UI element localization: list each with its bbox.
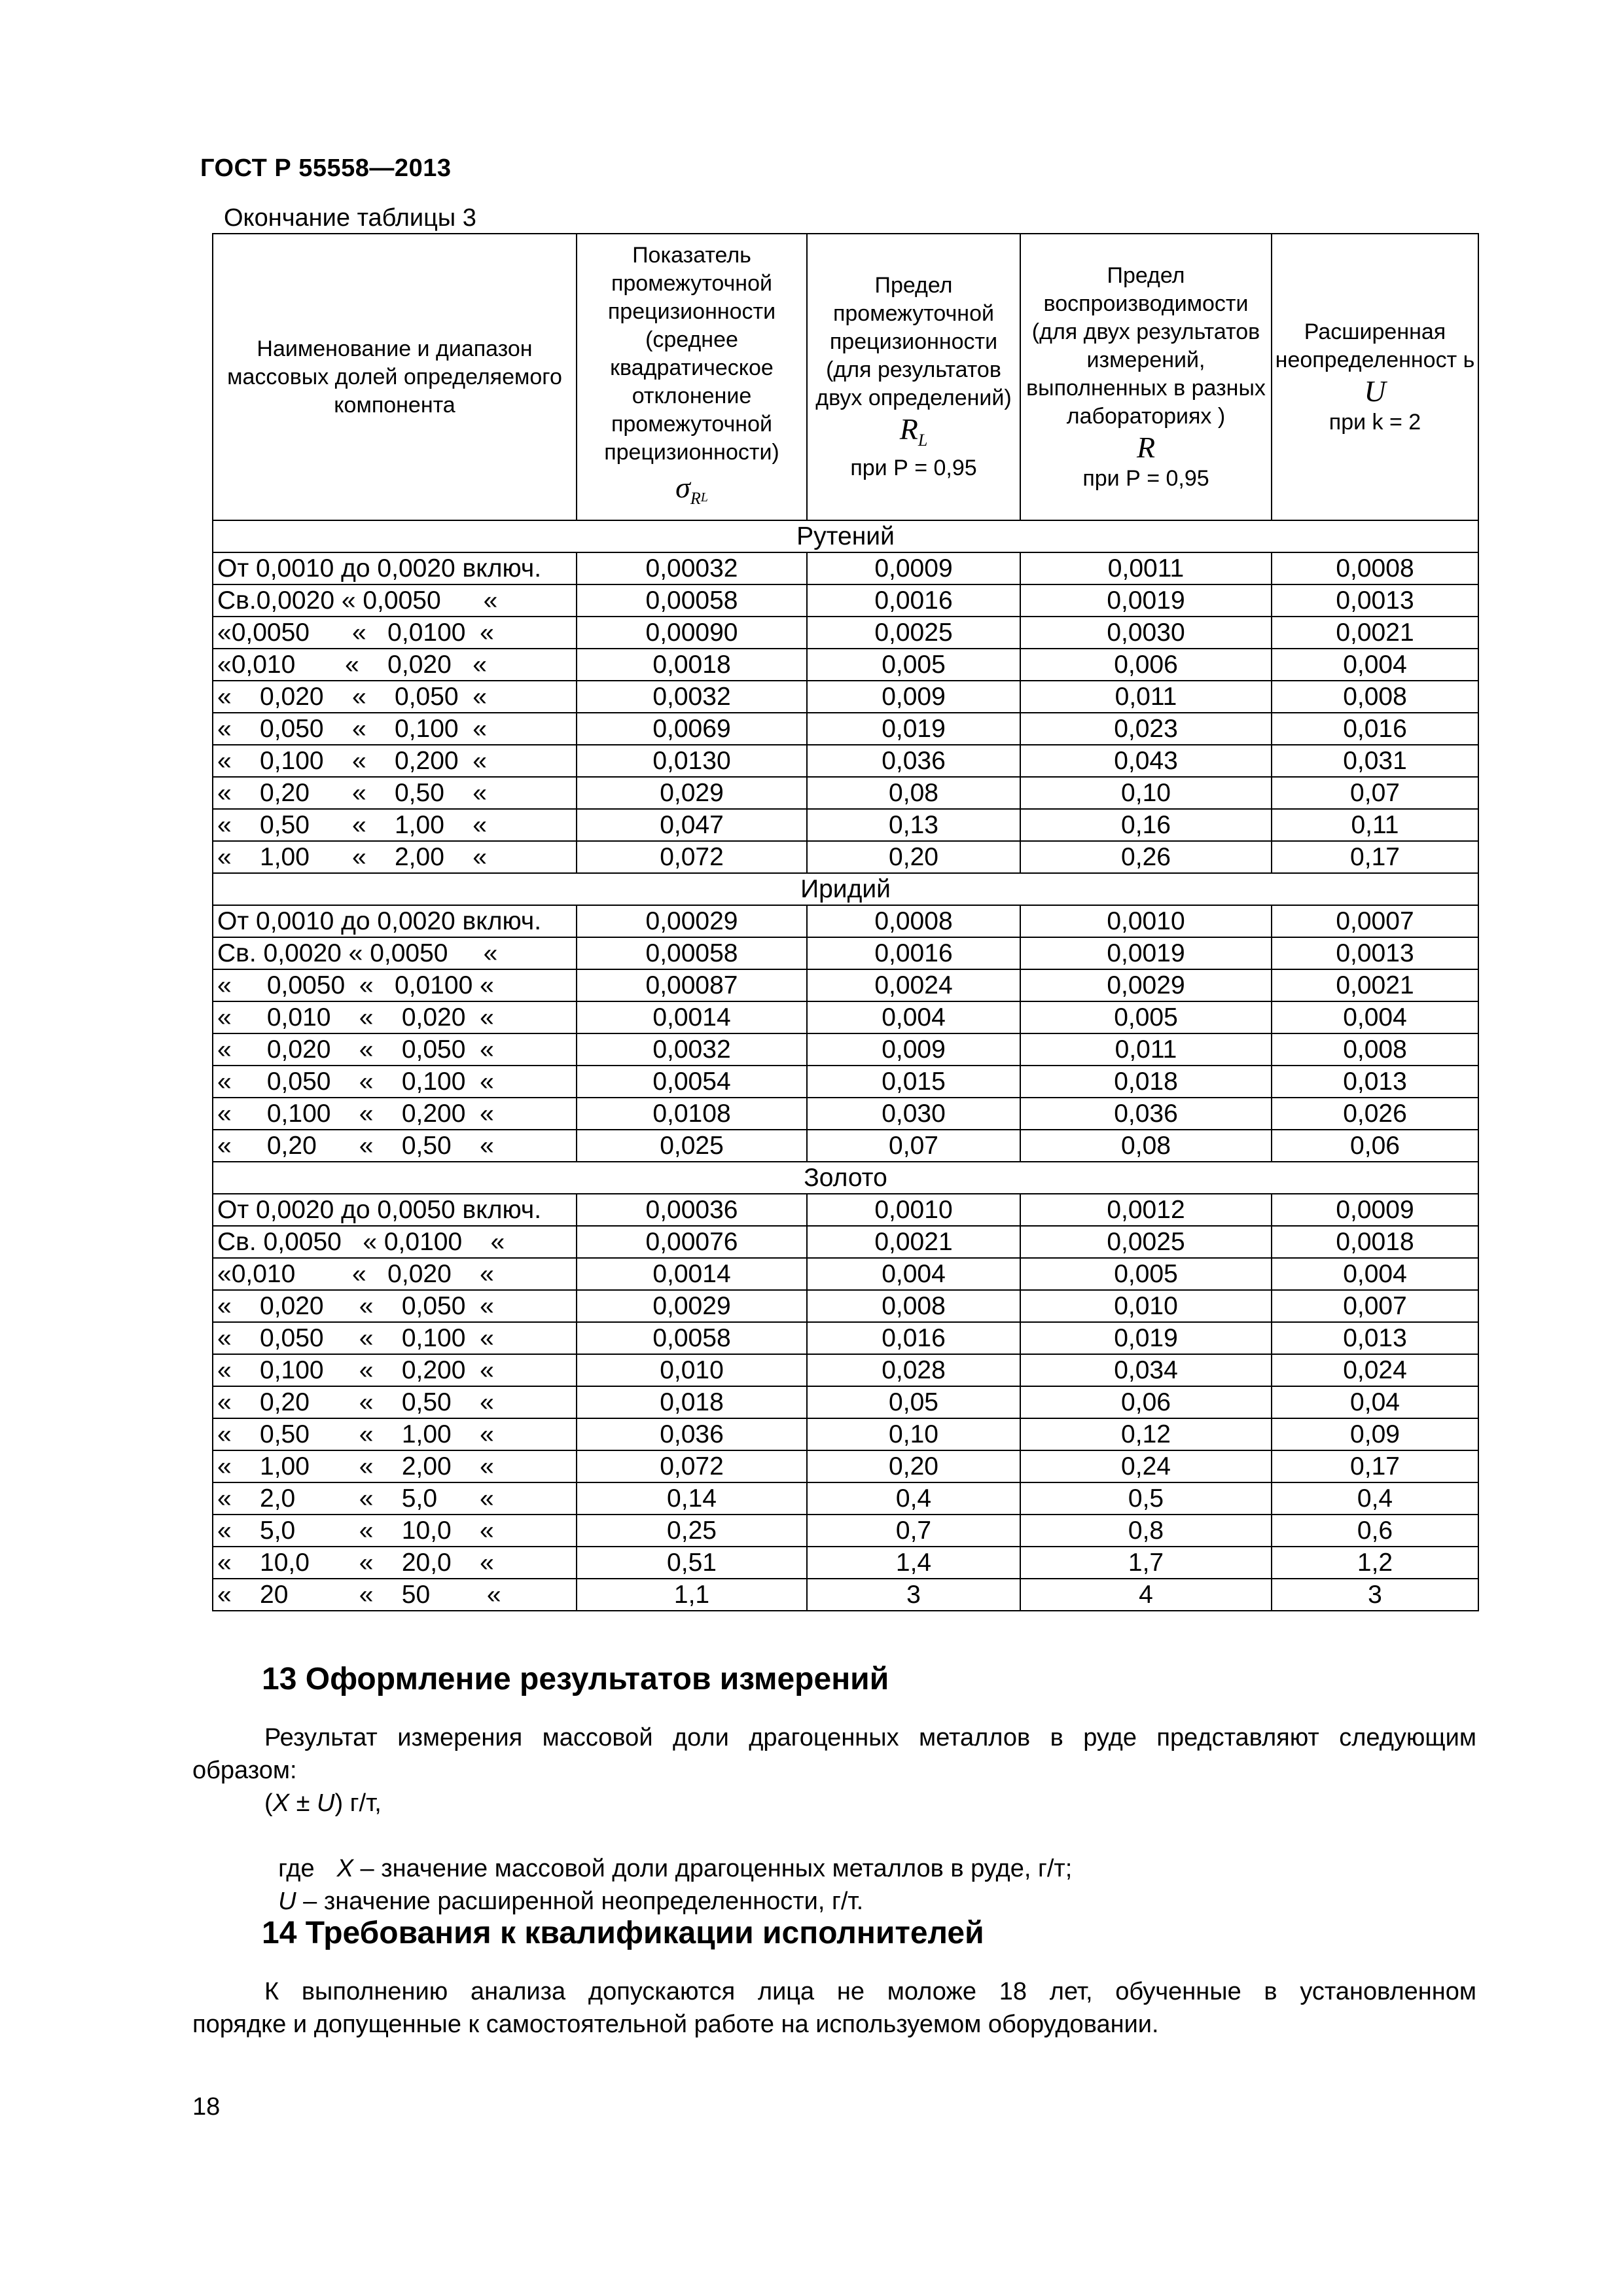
cell-reproducibility-limit: 0,005 bbox=[1020, 1001, 1272, 1033]
formula-plus-minus: ± bbox=[289, 1789, 317, 1817]
section-row bbox=[213, 1162, 1478, 1194]
cell-reproducibility-limit: 0,10 bbox=[1020, 777, 1272, 809]
header-intermediate-precision-limit bbox=[807, 234, 1020, 520]
cell-intermediate-limit: 0,08 bbox=[807, 777, 1020, 809]
cell-sd: 0,0069 bbox=[577, 713, 807, 745]
cell-sd: 0,010 bbox=[577, 1354, 807, 1386]
table-row bbox=[213, 777, 1478, 809]
cell-sd: 0,029 bbox=[577, 777, 807, 809]
u-symbol: U bbox=[1364, 374, 1386, 408]
cell-intermediate-limit: 0,0016 bbox=[807, 584, 1020, 617]
formula-unit: ) г/т, bbox=[334, 1789, 382, 1817]
table-row bbox=[213, 1033, 1478, 1066]
cell-intermediate-limit: 0,019 bbox=[807, 713, 1020, 745]
cell-range: « 1,00 « 2,00 « bbox=[213, 1450, 577, 1482]
table-row bbox=[213, 1354, 1478, 1386]
cell-reproducibility-limit: 0,12 bbox=[1020, 1418, 1272, 1450]
cell-reproducibility-limit: 0,0019 bbox=[1020, 937, 1272, 969]
cell-uncertainty: 0,013 bbox=[1272, 1066, 1478, 1098]
result-formula bbox=[264, 1787, 382, 1820]
cell-sd: 0,00090 bbox=[577, 617, 807, 649]
table-row bbox=[213, 1547, 1478, 1579]
table-row bbox=[213, 1515, 1478, 1547]
cell-intermediate-limit: 0,016 bbox=[807, 1322, 1020, 1354]
cell-sd: 0,00087 bbox=[577, 969, 807, 1001]
cell-uncertainty: 0,004 bbox=[1272, 1258, 1478, 1290]
cell-sd: 0,0018 bbox=[577, 649, 807, 681]
section-14-paragraph-line1: К выполнению анализа допускаются лица не моложе 18 лет, обученные в установленном bbox=[264, 1978, 1476, 2005]
cell-intermediate-limit: 0,0016 bbox=[807, 937, 1020, 969]
cell-sd: 0,0032 bbox=[577, 1033, 807, 1066]
cell-uncertainty: 0,026 bbox=[1272, 1098, 1478, 1130]
cell-uncertainty: 0,17 bbox=[1272, 1450, 1478, 1482]
cell-range: « 0,020 « 0,050 « bbox=[213, 1290, 577, 1322]
table-row bbox=[213, 1579, 1478, 1611]
cell-reproducibility-limit: 0,0012 bbox=[1020, 1194, 1272, 1226]
cell-uncertainty: 0,008 bbox=[1272, 681, 1478, 713]
sigma-symbol: σ bbox=[675, 471, 690, 504]
formula-u: U bbox=[317, 1789, 335, 1817]
cell-reproducibility-limit: 0,16 bbox=[1020, 809, 1272, 841]
header-expanded-uncertainty bbox=[1272, 234, 1478, 520]
table-row bbox=[213, 905, 1478, 937]
section-13-paragraph-line2: образом: bbox=[192, 1757, 297, 1784]
cell-reproducibility-limit: 0,0019 bbox=[1020, 584, 1272, 617]
cell-intermediate-limit: 0,015 bbox=[807, 1066, 1020, 1098]
cell-uncertainty: 0,0021 bbox=[1272, 969, 1478, 1001]
where-u: U bbox=[278, 1888, 296, 1915]
header-intermediate-precision-sd bbox=[577, 234, 807, 520]
section-title: Рутений bbox=[213, 520, 1478, 552]
header-reproducibility-limit bbox=[1020, 234, 1272, 520]
cell-reproducibility-limit: 0,8 bbox=[1020, 1515, 1272, 1547]
cell-sd: 0,025 bbox=[577, 1130, 807, 1162]
cell-reproducibility-limit: 0,0011 bbox=[1020, 552, 1272, 584]
cell-intermediate-limit: 0,07 bbox=[807, 1130, 1020, 1162]
cell-range: «0,0050 « 0,0100 « bbox=[213, 617, 577, 649]
cell-uncertainty: 0,0009 bbox=[1272, 1194, 1478, 1226]
cell-sd: 0,018 bbox=[577, 1386, 807, 1418]
cell-sd: 0,00032 bbox=[577, 552, 807, 584]
precision-table bbox=[212, 233, 1479, 1611]
where-x-text: – значение массовой доли драгоценных металлов в руде, г/т; bbox=[353, 1855, 1073, 1882]
cell-sd: 0,0130 bbox=[577, 745, 807, 777]
where-word: где bbox=[278, 1855, 315, 1882]
cell-reproducibility-limit: 0,011 bbox=[1020, 681, 1272, 713]
sigma-subscript: R bbox=[690, 489, 701, 508]
table-row bbox=[213, 1322, 1478, 1354]
cell-intermediate-limit: 0,009 bbox=[807, 681, 1020, 713]
cell-range: « 0,010 « 0,020 « bbox=[213, 1001, 577, 1033]
cell-intermediate-limit: 1,4 bbox=[807, 1547, 1020, 1579]
where-u-line bbox=[264, 1852, 863, 1918]
header-component-range bbox=[213, 234, 577, 520]
table-row bbox=[213, 969, 1478, 1001]
table-header-row bbox=[213, 234, 1478, 520]
cell-range: «0,010 « 0,020 « bbox=[213, 1258, 577, 1290]
cell-sd: 0,072 bbox=[577, 1450, 807, 1482]
cell-uncertainty: 1,2 bbox=[1272, 1547, 1478, 1579]
rl-subscript: L bbox=[918, 431, 928, 450]
table-row bbox=[213, 1098, 1478, 1130]
cell-range: « 10,0 « 20,0 « bbox=[213, 1547, 577, 1579]
cell-reproducibility-limit: 0,005 bbox=[1020, 1258, 1272, 1290]
header-uncertainty-condition: при k = 2 bbox=[1329, 409, 1421, 435]
cell-sd: 1,1 bbox=[577, 1579, 807, 1611]
header-limit-text: Предел промежуточной прецизионности (для результатов двух определений) bbox=[815, 273, 1012, 410]
cell-reproducibility-limit: 0,023 bbox=[1020, 713, 1272, 745]
cell-range: « 5,0 « 10,0 « bbox=[213, 1515, 577, 1547]
cell-sd: 0,00036 bbox=[577, 1194, 807, 1226]
cell-uncertainty: 0,0013 bbox=[1272, 937, 1478, 969]
cell-sd: 0,0032 bbox=[577, 681, 807, 713]
section-title: Золото bbox=[213, 1162, 1478, 1194]
cell-sd: 0,14 bbox=[577, 1482, 807, 1515]
header-reproducibility-condition: при Р = 0,95 bbox=[1082, 465, 1209, 491]
table-row bbox=[213, 841, 1478, 873]
cell-reproducibility-limit: 0,011 bbox=[1020, 1033, 1272, 1066]
cell-reproducibility-limit: 0,0029 bbox=[1020, 969, 1272, 1001]
cell-range: Св. 0,0020 « 0,0050 « bbox=[213, 937, 577, 969]
formula-x: X bbox=[272, 1789, 290, 1817]
table-row bbox=[213, 1258, 1478, 1290]
table-row bbox=[213, 1194, 1478, 1226]
cell-sd: 0,0054 bbox=[577, 1066, 807, 1098]
cell-intermediate-limit: 0,004 bbox=[807, 1001, 1020, 1033]
table-row bbox=[213, 1450, 1478, 1482]
cell-intermediate-limit: 0,0025 bbox=[807, 617, 1020, 649]
cell-uncertainty: 0,4 bbox=[1272, 1482, 1478, 1515]
cell-reproducibility-limit: 0,019 bbox=[1020, 1322, 1272, 1354]
cell-range: « 0,100 « 0,200 « bbox=[213, 1098, 577, 1130]
cell-reproducibility-limit: 4 bbox=[1020, 1579, 1272, 1611]
table-row bbox=[213, 1226, 1478, 1258]
cell-reproducibility-limit: 0,010 bbox=[1020, 1290, 1272, 1322]
table-row bbox=[213, 1418, 1478, 1450]
cell-range: « 0,050 « 0,100 « bbox=[213, 713, 577, 745]
cell-sd: 0,00029 bbox=[577, 905, 807, 937]
cell-sd: 0,00076 bbox=[577, 1226, 807, 1258]
cell-range: « 0,0050 « 0,0100 « bbox=[213, 969, 577, 1001]
section-14-paragraph-line2: порядке и допущенные к самостоятельной работе на используемом оборудовании. bbox=[192, 2011, 1159, 2038]
cell-range: « 0,050 « 0,100 « bbox=[213, 1322, 577, 1354]
cell-reproducibility-limit: 0,0010 bbox=[1020, 905, 1272, 937]
cell-reproducibility-limit: 0,08 bbox=[1020, 1130, 1272, 1162]
cell-uncertainty: 0,0008 bbox=[1272, 552, 1478, 584]
rl-symbol: R bbox=[899, 412, 918, 446]
cell-intermediate-limit: 0,7 bbox=[807, 1515, 1020, 1547]
cell-range: « 1,00 « 2,00 « bbox=[213, 841, 577, 873]
cell-range: Св.0,0020 « 0,0050 « bbox=[213, 584, 577, 617]
table-row bbox=[213, 1482, 1478, 1515]
cell-uncertainty: 0,06 bbox=[1272, 1130, 1478, 1162]
table-row bbox=[213, 1001, 1478, 1033]
cell-reproducibility-limit: 0,06 bbox=[1020, 1386, 1272, 1418]
cell-sd: 0,00058 bbox=[577, 937, 807, 969]
cell-range: « 0,050 « 0,100 « bbox=[213, 1066, 577, 1098]
cell-sd: 0,0058 bbox=[577, 1322, 807, 1354]
cell-reproducibility-limit: 0,043 bbox=[1020, 745, 1272, 777]
cell-sd: 0,0014 bbox=[577, 1001, 807, 1033]
cell-range: « 2,0 « 5,0 « bbox=[213, 1482, 577, 1515]
cell-uncertainty: 0,09 bbox=[1272, 1418, 1478, 1450]
cell-uncertainty: 0,04 bbox=[1272, 1386, 1478, 1418]
where-x: X bbox=[336, 1855, 353, 1882]
header-sd-text: Показатель промежуточной прецизионности (среднее квадратическое отклонение промежуточной прецизионности) bbox=[604, 243, 779, 465]
cell-intermediate-limit: 0,0009 bbox=[807, 552, 1020, 584]
cell-range: « 0,100 « 0,200 « bbox=[213, 745, 577, 777]
cell-intermediate-limit: 3 bbox=[807, 1579, 1020, 1611]
cell-range: «0,010 « 0,020 « bbox=[213, 649, 577, 681]
cell-uncertainty: 0,031 bbox=[1272, 745, 1478, 777]
cell-intermediate-limit: 0,005 bbox=[807, 649, 1020, 681]
cell-uncertainty: 0,013 bbox=[1272, 1322, 1478, 1354]
cell-range: « 0,20 « 0,50 « bbox=[213, 1130, 577, 1162]
table-row bbox=[213, 649, 1478, 681]
cell-reproducibility-limit: 0,0025 bbox=[1020, 1226, 1272, 1258]
cell-uncertainty: 0,07 bbox=[1272, 777, 1478, 809]
cell-range: « 0,100 « 0,200 « bbox=[213, 1354, 577, 1386]
cell-sd: 0,0014 bbox=[577, 1258, 807, 1290]
cell-range: « 20 « 50 « bbox=[213, 1579, 577, 1611]
cell-uncertainty: 0,0007 bbox=[1272, 905, 1478, 937]
table-row bbox=[213, 584, 1478, 617]
table-row bbox=[213, 617, 1478, 649]
cell-range: Св. 0,0050 « 0,0100 « bbox=[213, 1226, 577, 1258]
cell-reproducibility-limit: 1,7 bbox=[1020, 1547, 1272, 1579]
document-code: ГОСТ Р 55558—2013 bbox=[200, 154, 452, 182]
table-row bbox=[213, 1386, 1478, 1418]
cell-intermediate-limit: 0,030 bbox=[807, 1098, 1020, 1130]
cell-uncertainty: 0,007 bbox=[1272, 1290, 1478, 1322]
cell-intermediate-limit: 0,008 bbox=[807, 1290, 1020, 1322]
cell-sd: 0,036 bbox=[577, 1418, 807, 1450]
section-title: Иридий bbox=[213, 873, 1478, 905]
cell-intermediate-limit: 0,004 bbox=[807, 1258, 1020, 1290]
cell-range: « 0,020 « 0,050 « bbox=[213, 1033, 577, 1066]
cell-uncertainty: 0,008 bbox=[1272, 1033, 1478, 1066]
page-number: 18 bbox=[192, 2093, 221, 2121]
cell-uncertainty: 0,0018 bbox=[1272, 1226, 1478, 1258]
cell-uncertainty: 3 bbox=[1272, 1579, 1478, 1611]
table-row bbox=[213, 1130, 1478, 1162]
cell-reproducibility-limit: 0,006 bbox=[1020, 649, 1272, 681]
cell-uncertainty: 0,024 bbox=[1272, 1354, 1478, 1386]
cell-sd: 0,51 bbox=[577, 1547, 807, 1579]
cell-intermediate-limit: 0,036 bbox=[807, 745, 1020, 777]
cell-sd: 0,0029 bbox=[577, 1290, 807, 1322]
cell-reproducibility-limit: 0,5 bbox=[1020, 1482, 1272, 1515]
cell-intermediate-limit: 0,4 bbox=[807, 1482, 1020, 1515]
cell-uncertainty: 0,17 bbox=[1272, 841, 1478, 873]
cell-sd: 0,00058 bbox=[577, 584, 807, 617]
cell-sd: 0,047 bbox=[577, 809, 807, 841]
table-row bbox=[213, 1290, 1478, 1322]
cell-sd: 0,0108 bbox=[577, 1098, 807, 1130]
section-row bbox=[213, 520, 1478, 552]
cell-range: « 0,20 « 0,50 « bbox=[213, 1386, 577, 1418]
cell-range: « 0,50 « 1,00 « bbox=[213, 809, 577, 841]
cell-reproducibility-limit: 0,0030 bbox=[1020, 617, 1272, 649]
cell-intermediate-limit: 0,0021 bbox=[807, 1226, 1020, 1258]
cell-reproducibility-limit: 0,26 bbox=[1020, 841, 1272, 873]
section-row bbox=[213, 873, 1478, 905]
cell-range: От 0,0010 до 0,0020 включ. bbox=[213, 552, 577, 584]
cell-intermediate-limit: 0,0008 bbox=[807, 905, 1020, 937]
cell-intermediate-limit: 0,05 bbox=[807, 1386, 1020, 1418]
cell-range: « 0,020 « 0,050 « bbox=[213, 681, 577, 713]
header-limit-condition: при Р = 0,95 bbox=[850, 456, 977, 480]
cell-uncertainty: 0,0021 bbox=[1272, 617, 1478, 649]
sigma-subsubscript: L bbox=[700, 490, 708, 505]
header-reproducibility-text: Предел воспроизводимости (для двух результатов измерений, выполненных в разных лабораториях ) bbox=[1026, 262, 1266, 429]
table-row bbox=[213, 1066, 1478, 1098]
table-row bbox=[213, 745, 1478, 777]
cell-range: От 0,0010 до 0,0020 включ. bbox=[213, 905, 577, 937]
formula-open-paren: ( bbox=[264, 1789, 273, 1817]
cell-reproducibility-limit: 0,018 bbox=[1020, 1066, 1272, 1098]
cell-uncertainty: 0,6 bbox=[1272, 1515, 1478, 1547]
cell-intermediate-limit: 0,009 bbox=[807, 1033, 1020, 1066]
section-13-heading: 13 Оформление результатов измерений bbox=[262, 1662, 889, 1696]
r-symbol: R bbox=[1136, 430, 1156, 464]
cell-intermediate-limit: 0,20 bbox=[807, 1450, 1020, 1482]
table-row bbox=[213, 809, 1478, 841]
cell-intermediate-limit: 0,0010 bbox=[807, 1194, 1020, 1226]
cell-reproducibility-limit: 0,034 bbox=[1020, 1354, 1272, 1386]
cell-intermediate-limit: 0,13 bbox=[807, 809, 1020, 841]
table-row bbox=[213, 937, 1478, 969]
cell-uncertainty: 0,0013 bbox=[1272, 584, 1478, 617]
cell-uncertainty: 0,004 bbox=[1272, 649, 1478, 681]
cell-range: « 0,20 « 0,50 « bbox=[213, 777, 577, 809]
table-row bbox=[213, 681, 1478, 713]
cell-sd: 0,25 bbox=[577, 1515, 807, 1547]
table-row bbox=[213, 552, 1478, 584]
where-u-text: – значение расширенной неопределенности, г/т. bbox=[296, 1888, 864, 1915]
cell-intermediate-limit: 0,028 bbox=[807, 1354, 1020, 1386]
header-uncertainty-text: Расширенная неопределенност ь bbox=[1275, 319, 1475, 372]
cell-uncertainty: 0,004 bbox=[1272, 1001, 1478, 1033]
cell-uncertainty: 0,016 bbox=[1272, 713, 1478, 745]
cell-intermediate-limit: 0,20 bbox=[807, 841, 1020, 873]
header-component-range-text: Наименование и диапазон массовых долей определяемого компонента bbox=[227, 336, 562, 418]
cell-intermediate-limit: 0,10 bbox=[807, 1418, 1020, 1450]
cell-sd: 0,072 bbox=[577, 841, 807, 873]
table-row bbox=[213, 713, 1478, 745]
table-caption: Окончание таблицы 3 bbox=[224, 204, 476, 232]
cell-range: От 0,0020 до 0,0050 включ. bbox=[213, 1194, 577, 1226]
cell-range: « 0,50 « 1,00 « bbox=[213, 1418, 577, 1450]
section-13-paragraph-line1: Результат измерения массовой доли драгоценных металлов в руде представляют следующим bbox=[264, 1724, 1476, 1751]
cell-uncertainty: 0,11 bbox=[1272, 809, 1478, 841]
section-14-heading: 14 Требования к квалификации исполнителей bbox=[262, 1916, 984, 1950]
cell-reproducibility-limit: 0,036 bbox=[1020, 1098, 1272, 1130]
cell-reproducibility-limit: 0,24 bbox=[1020, 1450, 1272, 1482]
cell-intermediate-limit: 0,0024 bbox=[807, 969, 1020, 1001]
